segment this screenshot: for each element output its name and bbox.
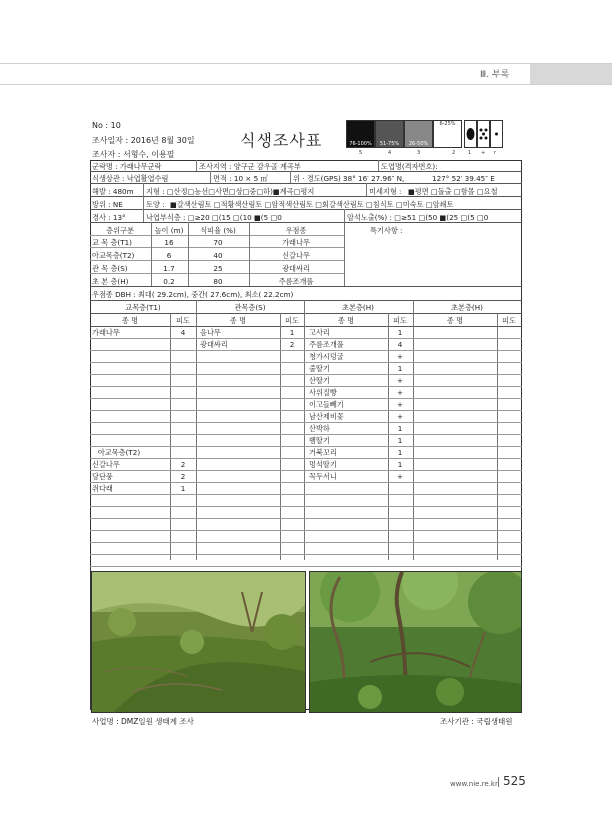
- strata-height: 0.2: [163, 277, 175, 286]
- table-row-rule: [90, 566, 522, 567]
- aspect: 방위 : NE: [92, 200, 123, 209]
- legend-label-3: 26-50%: [408, 141, 429, 147]
- table-row-rule: [90, 338, 522, 339]
- species-cover: 1: [397, 364, 403, 373]
- table-row-rule: [90, 494, 522, 495]
- rule: [90, 286, 522, 287]
- divider: [378, 160, 379, 171]
- legend-score-r: r: [494, 150, 497, 156]
- header-rule-bottom: [0, 84, 612, 85]
- table-row-rule: [90, 458, 522, 459]
- species-cover: +: [396, 376, 404, 385]
- species-name: 청가시덩굴: [309, 352, 344, 361]
- table-row-rule: [90, 446, 522, 447]
- table-row-rule: [90, 542, 522, 543]
- litter-layer: 낙엽부식층 : □≥20 □(15 □(10 ■(5 □0: [146, 213, 282, 222]
- species-cover: 2: [180, 460, 186, 469]
- col-cover: 피도: [285, 316, 299, 325]
- table-row-rule: [90, 350, 522, 351]
- divider: [143, 196, 144, 209]
- divider: [249, 222, 250, 286]
- species-cover: 2: [289, 340, 295, 349]
- species-cover: +: [396, 412, 404, 421]
- gps-label: 위 · 경도(GPS) :: [293, 174, 346, 183]
- legend-score-2: 2: [452, 150, 456, 156]
- slope: 경사 : 13°: [92, 213, 126, 222]
- investigators: 조사자 : 서형수, 이용필: [92, 150, 175, 159]
- divider: [304, 300, 305, 560]
- strata-cover: 25: [213, 264, 223, 273]
- strata-cover: 80: [213, 277, 223, 286]
- species-cover: +: [396, 400, 404, 409]
- species-cover: 1: [180, 484, 186, 493]
- legend-box-5: [346, 120, 375, 148]
- table-row-rule: [90, 386, 522, 387]
- map-sheet: 도엽명(격자번호):: [381, 162, 438, 171]
- species-name: 남산제비꽃: [309, 412, 344, 421]
- species-name: 쥐다래: [92, 484, 113, 493]
- species-cover: +: [396, 472, 404, 481]
- legend-box-1: [464, 120, 477, 148]
- divider: [196, 160, 197, 171]
- divider: [188, 222, 189, 286]
- strata-dominant: 가래나무: [282, 238, 310, 247]
- page-number: 525: [503, 774, 526, 788]
- strata-header-layer: 층위구분: [106, 226, 134, 235]
- species-name: 음나무: [200, 328, 221, 337]
- species-cover: 1: [397, 328, 403, 337]
- strata-header-dominant: 우점종: [285, 226, 307, 235]
- col-name: 종 명: [229, 316, 247, 325]
- table-row-rule: [90, 410, 522, 411]
- strata-dominant: 주름조개풀: [278, 277, 314, 286]
- strata-layer: 아교목층(T2): [92, 251, 135, 260]
- col-cover: 피도: [393, 316, 407, 325]
- header-rule-top: [0, 63, 612, 64]
- strata-cover: 40: [213, 251, 223, 260]
- survey-site: 조사지역 : 양구군 감우골 계곡부: [199, 162, 301, 171]
- legend-label-4: 51-75%: [379, 141, 400, 147]
- legend-score-4: 4: [388, 150, 392, 156]
- subcanopy-label: 아교목층(T2): [97, 448, 141, 457]
- strata-cover: 70: [213, 238, 223, 247]
- species-name: 멍석딸기: [309, 460, 337, 469]
- species-name: 당단풍: [92, 472, 113, 481]
- site-url[interactable]: www.nie.re.kr: [450, 780, 498, 788]
- table-row-rule: [90, 518, 522, 519]
- legend-score-1: 1: [468, 150, 472, 156]
- section-tab: [530, 64, 612, 84]
- legend-box-4: [375, 120, 404, 148]
- divider: [196, 300, 197, 560]
- survey-number: No : 10: [92, 121, 121, 130]
- divider: [143, 183, 144, 196]
- legend-score-3: 3: [417, 150, 421, 156]
- species-cover: +: [396, 352, 404, 361]
- divider: [143, 209, 144, 222]
- survey-date: 조사일자 : 2016년 8월 30일: [92, 136, 195, 145]
- divider: [210, 171, 211, 183]
- species-cover: 4: [397, 340, 403, 349]
- rule: [90, 300, 522, 301]
- dominant-dbh: 우점종 DBH : 최대( 29.2cm), 중간( 27.6cm), 최소( 22.2cm): [92, 290, 294, 299]
- landform: 지형 : □산정□능선□사면□상□중□하)■계곡□평지: [146, 187, 315, 196]
- rule: [90, 313, 522, 314]
- rule: [90, 247, 344, 248]
- legend-box-2: [433, 120, 462, 148]
- project-name: 사업명 : DMZ일원 생태계 조사: [92, 717, 194, 726]
- strata-header-cover: 식피율 (%): [200, 226, 236, 235]
- layer-header-t1: 교목층(T1): [125, 303, 161, 312]
- legend-box-r: [490, 120, 503, 148]
- strata-dominant: 광대싸리: [282, 264, 310, 273]
- species-cover: 4: [180, 328, 186, 337]
- page-separator: [498, 777, 499, 787]
- col-cover: 피도: [502, 316, 516, 325]
- strata-header-height: 높이 (m): [154, 226, 184, 235]
- species-name: 사위질빵: [309, 388, 337, 397]
- species-name: 줄딸기: [309, 364, 330, 373]
- rule: [90, 260, 344, 261]
- species-name: 광대싸리: [200, 340, 228, 349]
- species-name: 산딸기: [309, 376, 330, 385]
- table-row-rule: [90, 554, 522, 555]
- species-name: 이고들빼기: [309, 400, 344, 409]
- table-row-rule: [90, 530, 522, 531]
- legend-score-5: 5: [359, 150, 363, 156]
- divider: [290, 171, 291, 183]
- table-row-rule: [90, 434, 522, 435]
- species-cover: 1: [289, 328, 295, 337]
- layer-header-s: 관목층(S): [234, 303, 266, 312]
- longitude: 127° 52′ 39.45″ E: [432, 174, 495, 183]
- altitude: 해발 : 480m: [92, 187, 134, 196]
- species-name: 가래나무: [92, 328, 120, 337]
- site-photo-right: [309, 571, 522, 713]
- rule: [90, 171, 522, 172]
- species-cover: 1: [397, 460, 403, 469]
- divider: [344, 209, 345, 222]
- legend-label-5: 76-100%: [349, 141, 372, 147]
- species-name: 거북꼬리: [309, 448, 337, 457]
- rule: [90, 326, 522, 327]
- rule: [90, 183, 522, 184]
- rock-exposure: 암석노출(%) : □≥51 □(50 ■(25 □(5 □0: [347, 213, 489, 222]
- microrelief: ■평면 □돌출 □함몰 □요철: [408, 187, 498, 196]
- species-name: 고사리: [309, 328, 330, 337]
- table-row-rule: [90, 470, 522, 471]
- legend-box-3: [404, 120, 433, 148]
- rule: [90, 196, 522, 197]
- strata-layer: 교 목 층(T1): [92, 238, 132, 247]
- divider: [413, 300, 414, 560]
- col-cover: 피도: [176, 316, 190, 325]
- rule: [90, 273, 344, 274]
- strata-layer: 관 목 층(S): [92, 264, 128, 273]
- divider: [344, 222, 345, 286]
- table-row-rule: [90, 362, 522, 363]
- rule: [90, 222, 522, 223]
- table-row-rule: [90, 482, 522, 483]
- divider: [151, 222, 152, 286]
- strata-height: 6: [166, 251, 172, 260]
- table-row-rule: [90, 506, 522, 507]
- layer-header-h: 초본층(H): [342, 303, 374, 312]
- rule: [90, 235, 344, 236]
- table-row-rule: [90, 398, 522, 399]
- species-name: 산박하: [309, 424, 330, 433]
- strata-dominant: 신갈나무: [282, 251, 310, 260]
- legend-label-2: 6-25%: [439, 121, 456, 127]
- physiognomy: 식생상관 : 낙엽활엽수림: [92, 174, 169, 183]
- table-row-rule: [90, 422, 522, 423]
- section-label: Ⅲ. 부록: [480, 70, 510, 80]
- strata-layer: 초 본 층(H): [92, 277, 129, 286]
- site-photo-left: [91, 571, 306, 713]
- species-cover: 2: [180, 472, 186, 481]
- strata-height: 16: [164, 238, 174, 247]
- community-name: 군락명 : 가래나무군락: [92, 162, 162, 171]
- species-cover: 1: [397, 424, 403, 433]
- table-row-rule: [90, 374, 522, 375]
- species-name: 꼭두서니: [309, 472, 337, 481]
- species-name: 신갈나무: [92, 460, 120, 469]
- legend-box-plus: [477, 120, 490, 148]
- col-name: 종 명: [121, 316, 139, 325]
- legend-score-plus: +: [481, 150, 486, 156]
- layer-header-h2: 초본층(H): [451, 303, 483, 312]
- latitude: 38° 16′ 27.96″ N,: [343, 174, 405, 183]
- rule: [90, 209, 522, 210]
- strata-height: 1.7: [163, 264, 175, 273]
- species-name: 뱀딸기: [309, 436, 330, 445]
- plot-area: 면적 : 10 × 5 ㎡: [213, 174, 268, 183]
- microrelief-label: 미세지형 :: [369, 187, 402, 196]
- survey-agency: 조사기관 : 국립생태원: [440, 717, 513, 726]
- soil-type: ■갈색산림토 □적황색산림토 □암적색산림토 □회갈색산림토 □침식토 □미숙토 □암쇄토: [170, 200, 454, 209]
- col-name: 종 명: [446, 316, 464, 325]
- special-notes: 특기사항 :: [370, 226, 403, 235]
- soil-label: 토양 :: [146, 200, 165, 209]
- species-cover: 1: [397, 436, 403, 445]
- col-name: 종 명: [337, 316, 355, 325]
- species-cover: +: [396, 388, 404, 397]
- divider: [366, 183, 367, 196]
- species-name: 주름조개풀: [309, 340, 344, 349]
- species-cover: 1: [397, 448, 403, 457]
- sheet-title: 식생조사표: [240, 131, 323, 150]
